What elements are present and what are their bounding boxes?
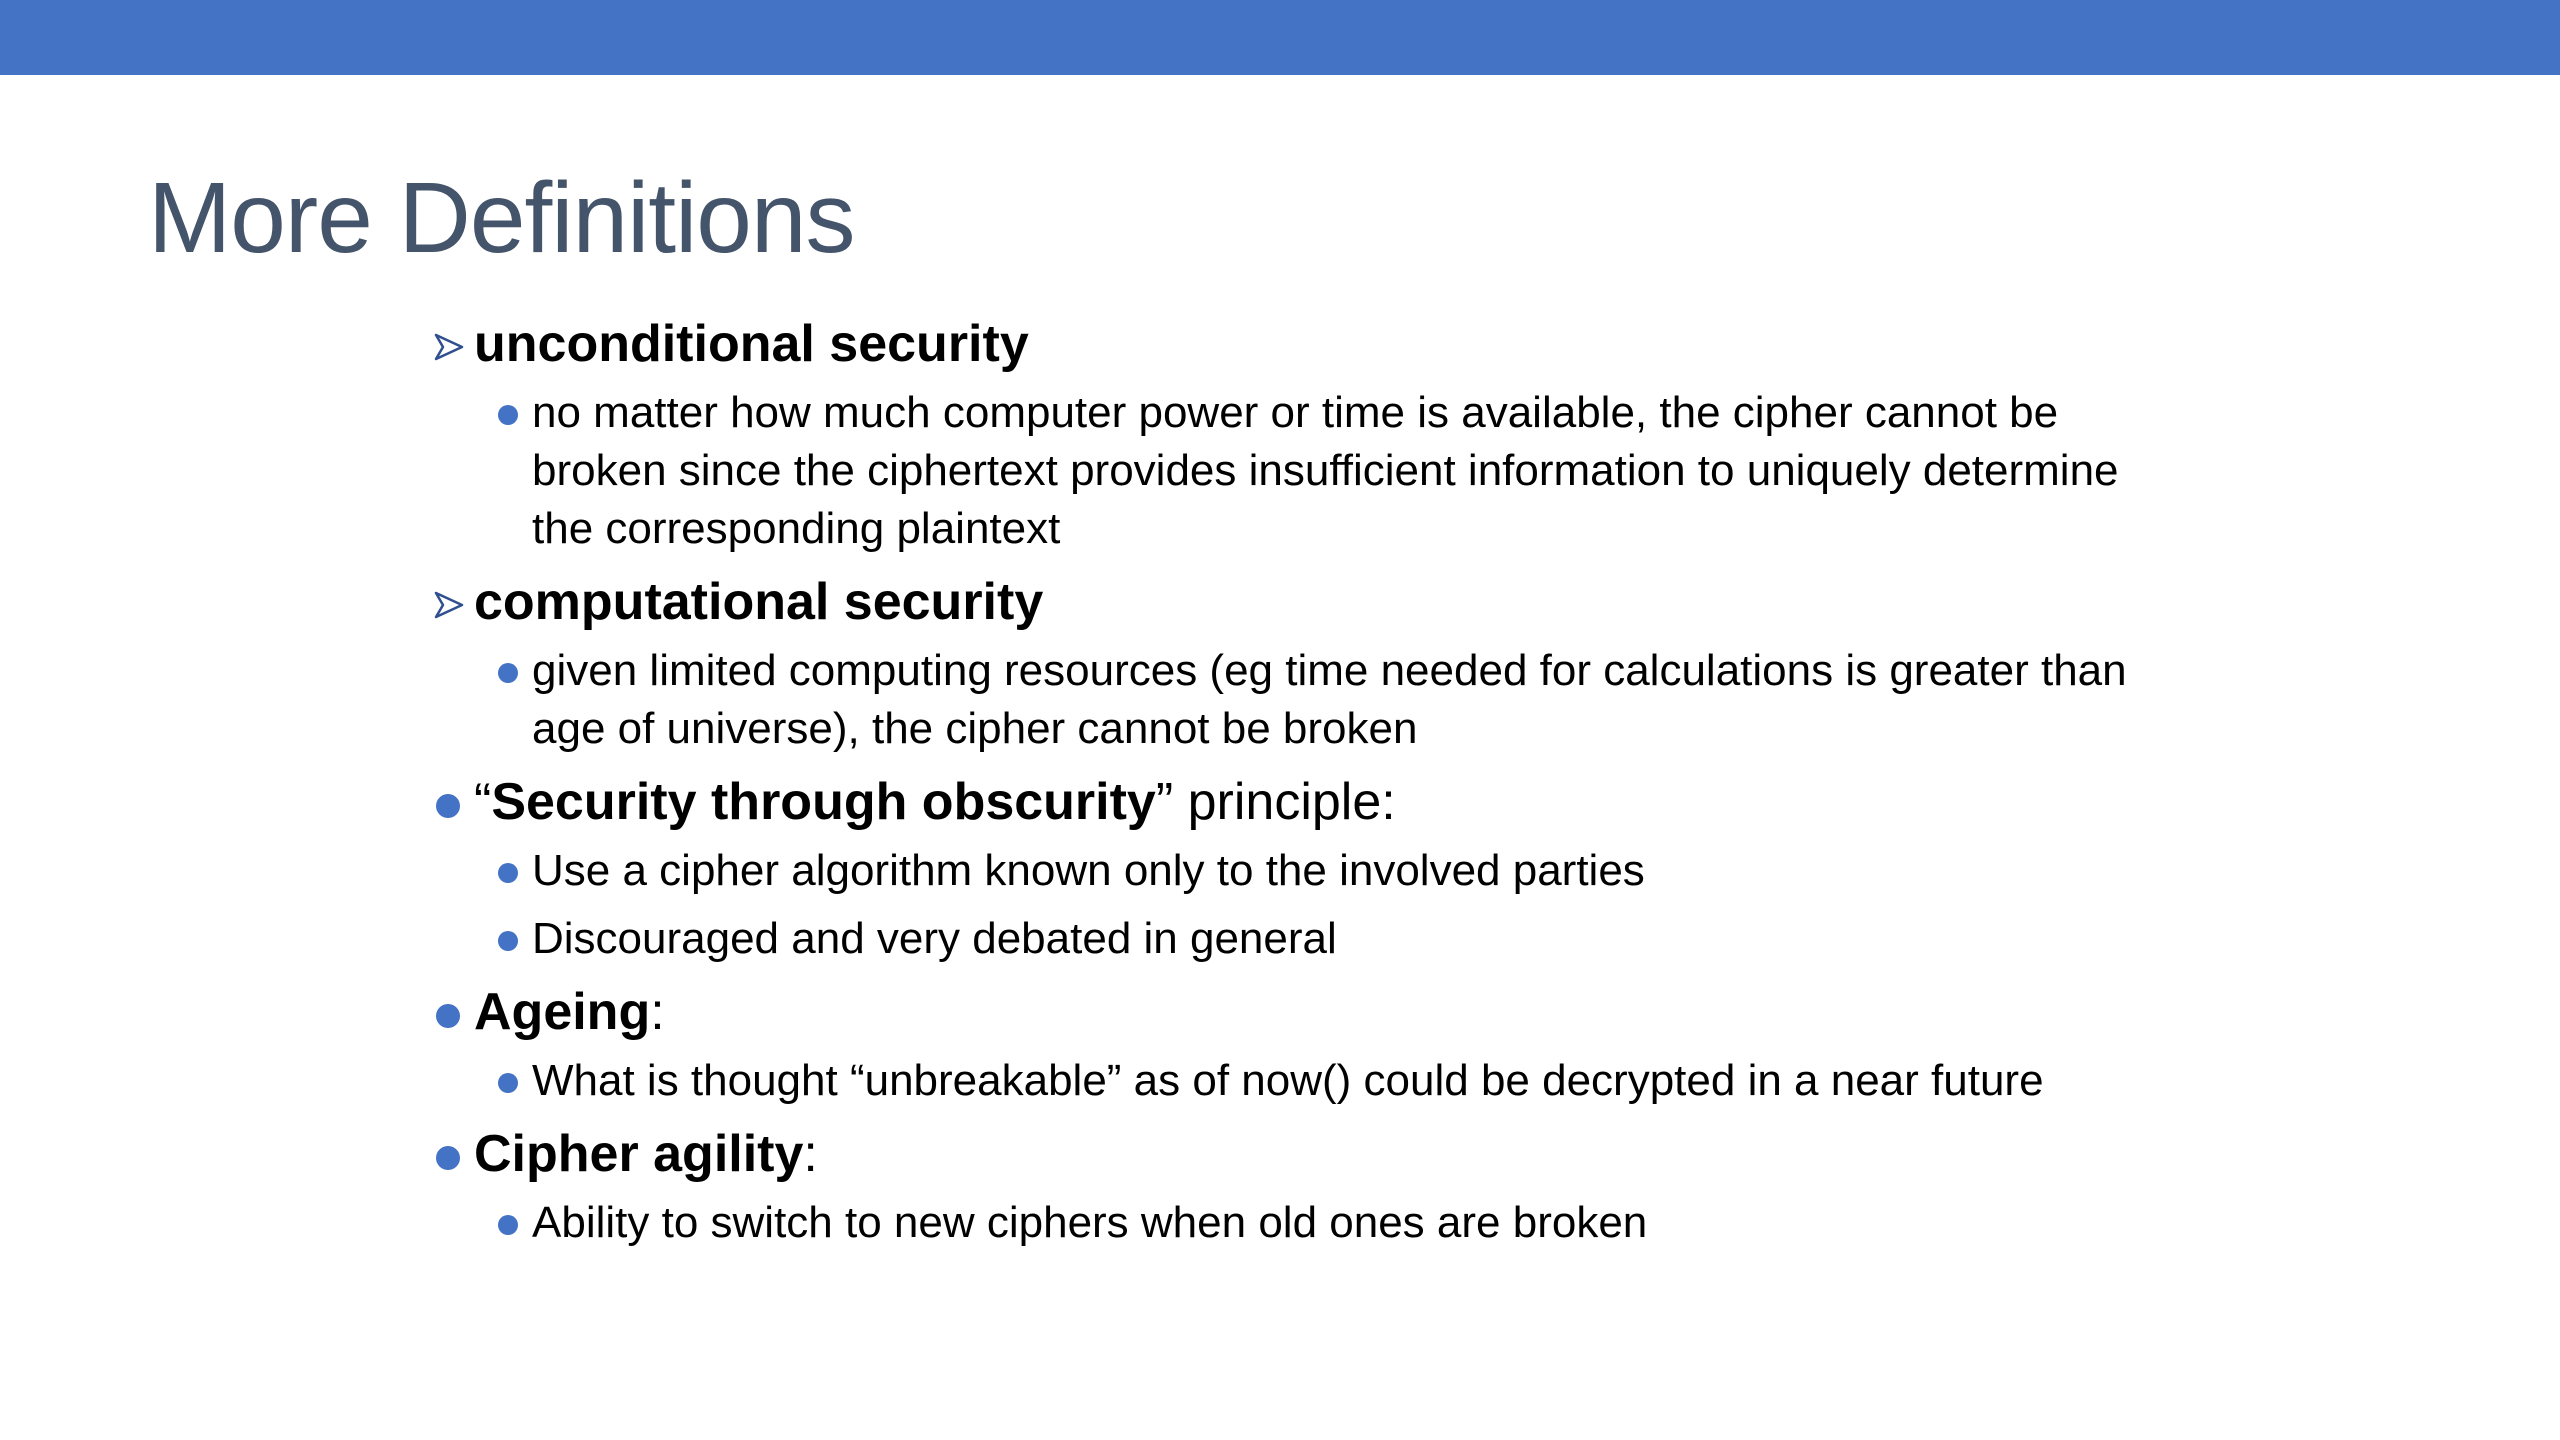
bullet-dot-icon: [498, 931, 518, 951]
bullet-dot-icon: [436, 1004, 460, 1028]
bullet-dot-icon: [498, 863, 518, 883]
sub-item: [432, 1052, 2132, 1110]
list-item-security-through-obscurity: [432, 770, 2132, 834]
term-rest: :: [650, 983, 665, 1041]
arrow-bullet-icon: [434, 312, 464, 376]
bullet-dot-icon: [498, 1073, 518, 1093]
term-label: Ageing: [474, 983, 651, 1041]
top-accent-bar: [0, 0, 2560, 75]
sub-item: [432, 910, 2132, 968]
arrow-bullet-icon: [434, 570, 464, 634]
sub-item: [432, 642, 2132, 758]
sub-item-text: What is thought “unbreakable” as of now() could be decrypted in a near future: [532, 1056, 2044, 1105]
term-label: Security through obscurity: [491, 773, 1156, 831]
slide-content: [432, 312, 2132, 1262]
list-item-unconditional-security: [432, 312, 2132, 376]
bullet-dot-icon: [498, 1215, 518, 1235]
list-item-ageing: [432, 980, 2132, 1044]
bullet-dot-icon: [498, 663, 518, 683]
slide-title: More Definitions: [148, 162, 855, 274]
term-label: Cipher agility: [474, 1125, 804, 1183]
sub-item: [432, 1194, 2132, 1252]
sub-item-text: Use a cipher algorithm known only to the involved parties: [532, 846, 1645, 895]
sub-item-text: Discouraged and very debated in general: [532, 914, 1337, 963]
bullet-dot-icon: [436, 794, 460, 818]
term-label: unconditional security: [474, 315, 1029, 373]
open-quote: “: [474, 773, 492, 831]
list-item-computational-security: [432, 570, 2132, 634]
bullet-dot-icon: [498, 405, 518, 425]
term-rest: :: [803, 1125, 818, 1183]
sub-item: [432, 384, 2132, 558]
sub-item: [432, 842, 2132, 900]
sub-item-text: Ability to switch to new ciphers when old ones are broken: [532, 1198, 1648, 1247]
sub-item-text: no matter how much computer power or time is available, the cipher cannot be broken since the ciphertext provides insufficient information to uniquely determine the corresponding plaintext: [532, 388, 2119, 553]
list-item-cipher-agility: [432, 1122, 2132, 1186]
bullet-dot-icon: [436, 1146, 460, 1170]
term-label: computational security: [474, 573, 1044, 631]
sub-item-text: given limited computing resources (eg time needed for calculations is greater than age of universe), the cipher cannot be broken: [532, 646, 2127, 753]
term-rest: ” principle:: [1155, 773, 1396, 831]
